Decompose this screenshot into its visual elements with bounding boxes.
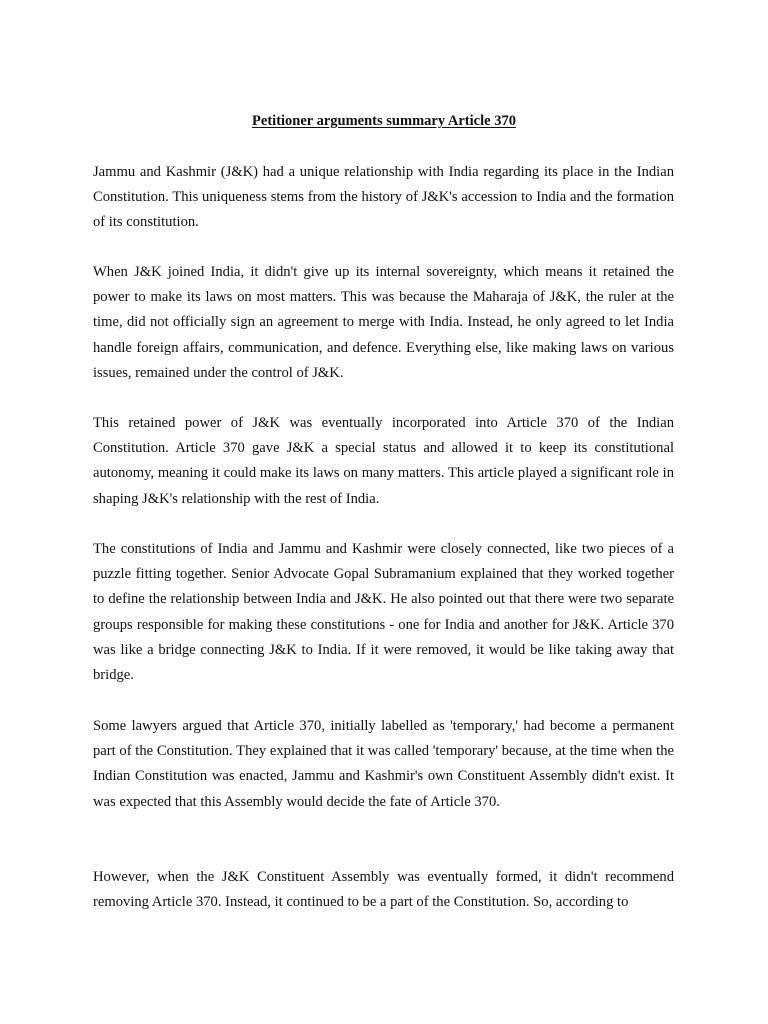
document-title: Petitioner arguments summary Article 370 [252,113,516,129]
paragraph-article-370-status: This retained power of J&K was eventually incorporated into Article 370 of the Indian Constitution. Article 370 gave J&K a special status and allowed it to keep its constitutional autonomy, meaning it could make its laws on many matters. This article played a significant role in shaping J&K's relationship with the rest of India. [93,415,674,507]
paragraph-constituent-assembly: However, when the J&K Constituent Assembly was eventually formed, it didn't recommend removing Article 370. Instead, it continued to be a part of the Constitution. So, according to [93,869,674,911]
paragraph-temporary-provision: Some lawyers argued that Article 370, initially labelled as 'temporary,' had become a permanent part of the Constitution. They explained that it was called 'temporary' because, at the time when the Indian Constitution was enacted, Jammu and Kashmir's own Constituent Assembly didn't exist. It was expected that this Assembly would decide the fate of Article 370. [93,718,674,810]
paragraph-connected-constitutions: The constitutions of India and Jammu and Kashmir were closely connected, like two pieces of a puzzle fitting together. Senior Advocate Gopal Subramanium explained that they worked together to define the relationship between India and J&K. He also pointed out that there were two separate groups responsible for making these constitutions - one for India and another for J&K. Article 370 was like a bridge connecting J&K to India. If it were removed, it would be like taking away that bridge. [93,541,674,684]
paragraph-jk-relationship: Jammu and Kashmir (J&K) had a unique relationship with India regarding its place in the Indian Constitution. This uniqueness stems from the history of J&K's accession to India and the formation of its constitution. [93,164,674,231]
paragraph-internal-sovereignty: When J&K joined India, it didn't give up its internal sovereignty, which means it retained the power to make its laws on most matters. This was because the Maharaja of J&K, the ruler at the time, did not officially sign an agreement to merge with India. Instead, he only agreed to let India handle foreign affairs, communication, and defence. Everything else, like making laws on various issues, remained under the control of J&K. [93,264,674,381]
